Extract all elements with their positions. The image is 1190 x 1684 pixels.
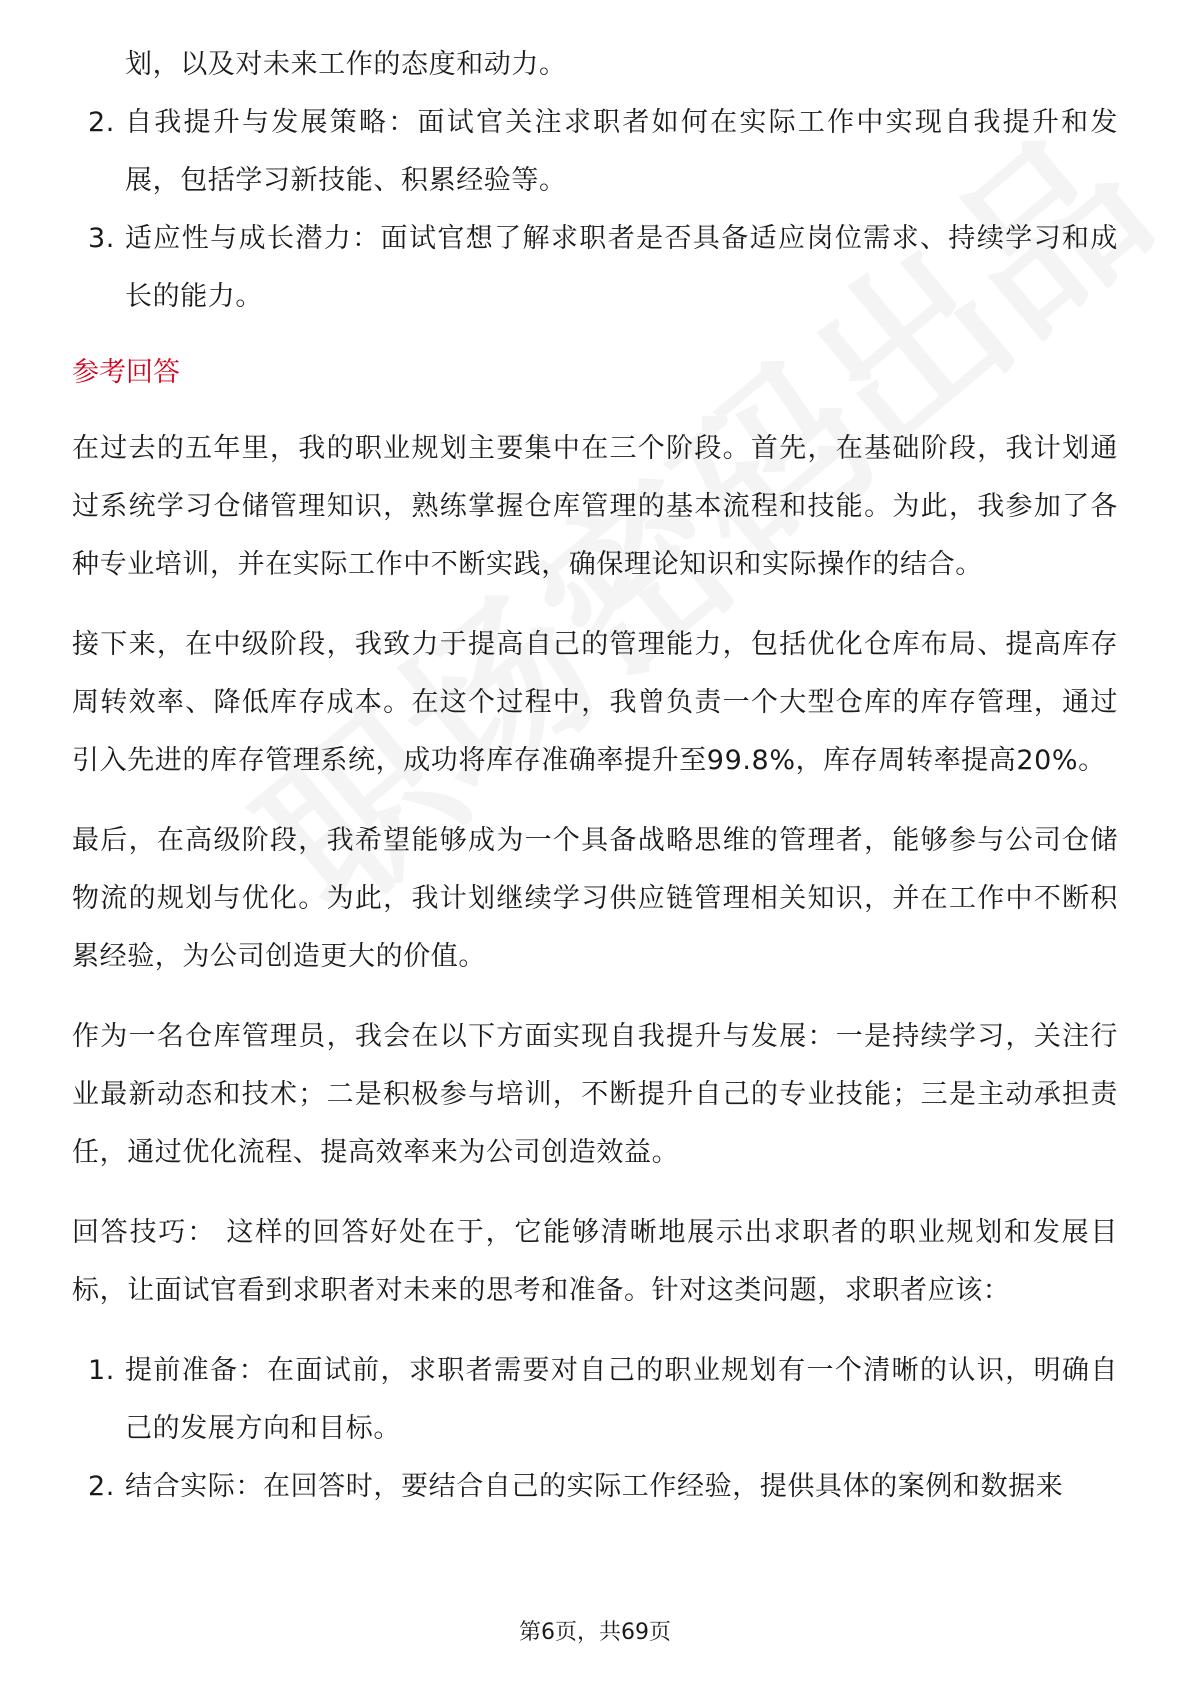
list-item-text: 自我提升与发展策略：面试官关注求职者如何在实际工作中实现自我提升和发展，包括学习新技能、积累经验等。 (125, 107, 1118, 196)
list-item-text: 划，以及对未来工作的态度和动力。 (125, 49, 567, 80)
document-page (72, 36, 1118, 1516)
list-item-number: 1. (88, 1355, 115, 1386)
list-item (72, 94, 1118, 210)
list-item-number: 3. (88, 223, 115, 254)
list-item-text: 结合实际：在回答时，要结合自己的实际工作经验，提供具体的案例和数据来 (125, 1471, 1064, 1502)
list-item-text: 适应性与成长潜力：面试官想了解求职者是否具备适应岗位需求、持续学习和成长的能力。 (125, 223, 1118, 312)
page-footer: 第6页，共69页 (519, 1620, 671, 1645)
list-item-number: 2. (88, 1471, 115, 1502)
paragraph: 作为一名仓库管理员，我会在以下方面实现自我提升与发展：一是持续学习，关注行业最新动态和技术；二是积极参与培训，不断提升自己的专业技能；三是主动承担责任，通过优化流程、提高效率来为公司创造效益。 (72, 1021, 1118, 1168)
bottom-list (72, 1342, 1118, 1516)
paragraph: 在过去的五年里，我的职业规划主要集中在三个阶段。首先，在基础阶段，我计划通过系统学习仓储管理知识，熟练掌握仓库管理的基本流程和技能。为此，我参加了各种专业培训，并在实际工作中不断实践，确保理论知识和实际操作的结合。 (72, 433, 1118, 580)
paragraph: 回答技巧： 这样的回答好处在于，它能够清晰地展示出求职者的职业规划和发展目标，让面试官看到求职者对未来的思考和准备。针对这类问题，求职者应该： (72, 1217, 1118, 1306)
list-item-number: 2. (88, 107, 115, 138)
list-item (72, 210, 1118, 326)
section-heading: 参考回答 (72, 357, 180, 388)
list-item-text: 提前准备：在面试前，求职者需要对自己的职业规划有一个清晰的认识，明确自己的发展方向和目标。 (125, 1355, 1118, 1444)
list-item-continuation (72, 36, 1118, 94)
paragraph: 最后，在高级阶段，我希望能够成为一个具备战略思维的管理者，能够参与公司仓储物流的规划与优化。为此，我计划继续学习供应链管理相关知识，并在工作中不断积累经验，为公司创造更大的价值。 (72, 825, 1118, 972)
paragraph: 接下来，在中级阶段，我致力于提高自己的管理能力，包括优化仓库布局、提高库存周转效率、降低库存成本。在这个过程中，我曾负责一个大型仓库的库存管理，通过引入先进的库存管理系统，成功将库存准确率提升至99.8%，库存周转率提高20%。 (72, 629, 1118, 776)
top-list (72, 36, 1118, 326)
list-item (72, 1342, 1118, 1458)
list-item (72, 1458, 1118, 1516)
